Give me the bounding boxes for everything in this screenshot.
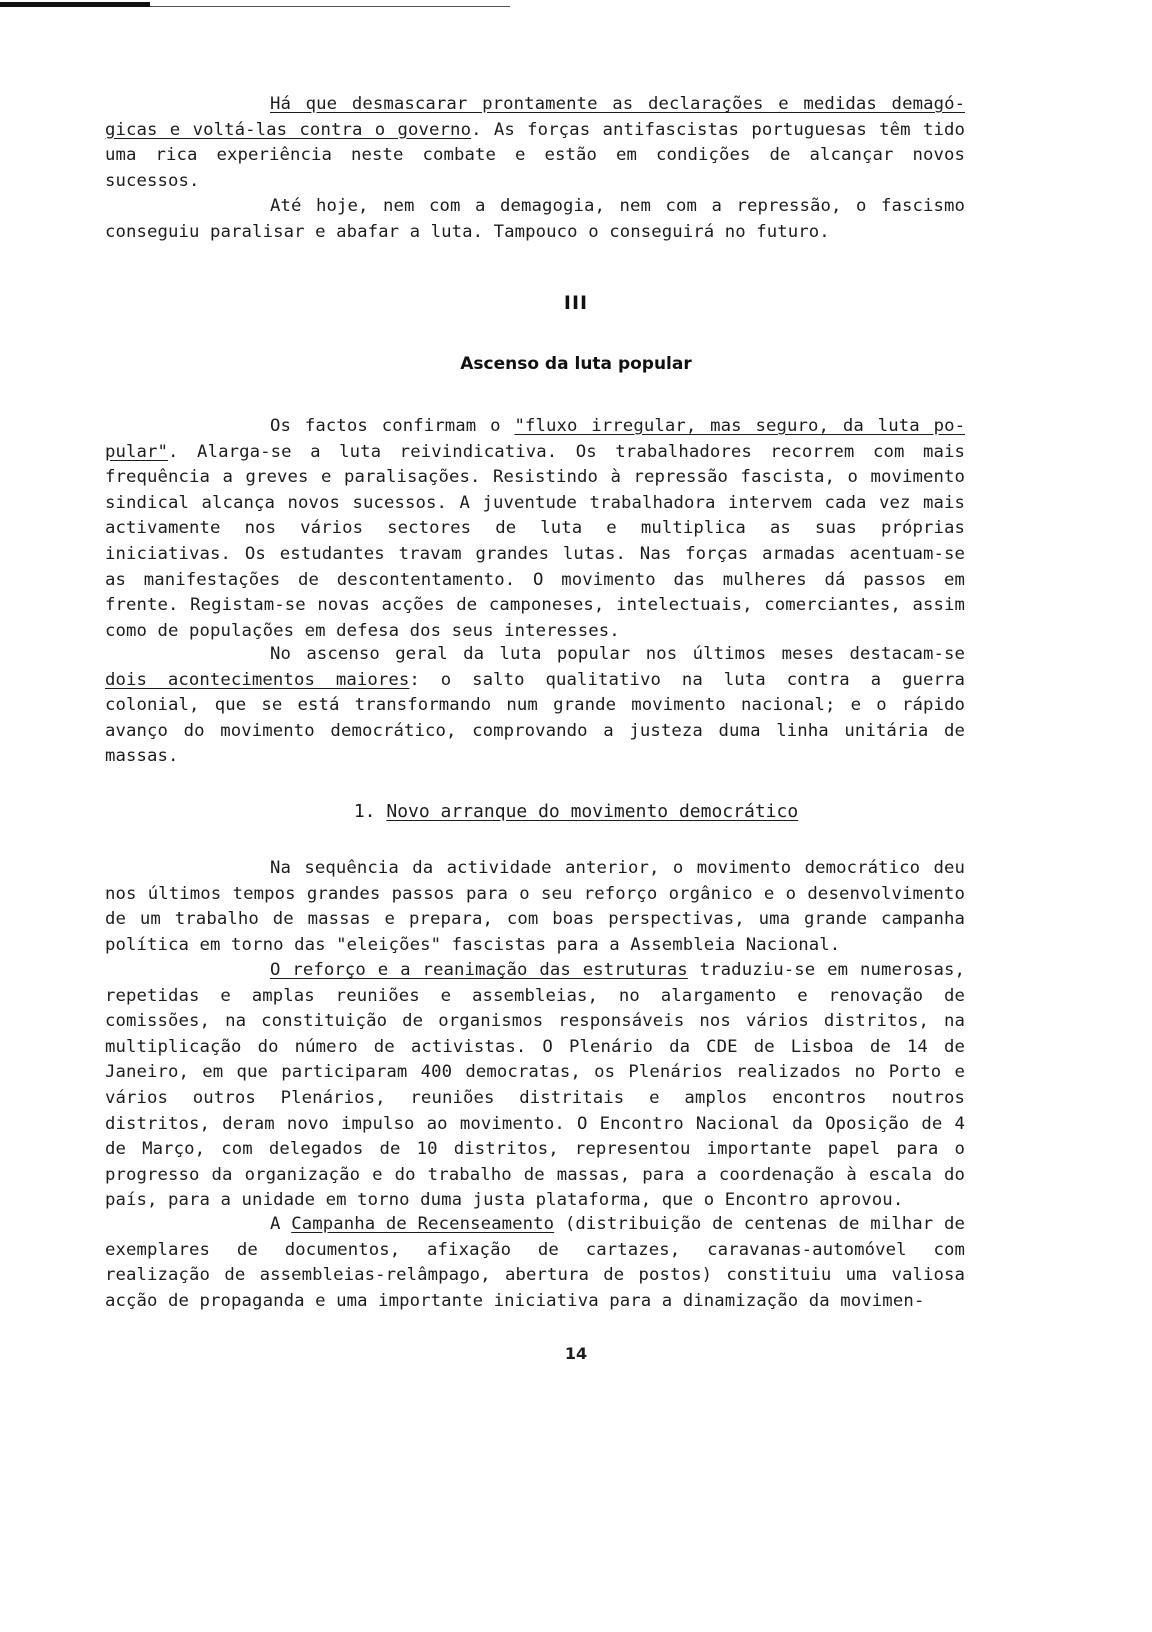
subsection-title: Novo arranque do movimento democrático: [386, 801, 799, 822]
underlined-phrase: dois acontecimentos maiores: [105, 669, 410, 690]
paragraph-text: No ascenso geral da luta popular nos últimos meses destacam-se: [270, 644, 965, 664]
underlined-phrase: O reforço e a reanimação das estruturas: [270, 960, 688, 980]
paragraph-text: : o salto qualitativo na luta contra a guerra colonial, que se está transformando num grande movimento nacional; e o rápido avanço do movimento democrático, comprovando a justeza duma linha unitária de massas.: [105, 669, 965, 767]
paragraph-text: . As forças antifascistas portuguesas têm tido uma rica experiência neste combate e estão em condições de alcançar novos sucessos.: [105, 119, 965, 191]
paragraph-structures: [105, 958, 965, 1214]
paragraph-campaign: [105, 1212, 965, 1314]
underlined-phrase: Há que desmascarar prontamente as declarações e medidas demagógicas e voltá-las contra o governo: [105, 94, 965, 140]
paragraph-demagogy: [105, 92, 965, 194]
section-number: III: [563, 292, 589, 314]
paragraph-text: traduziu-se em numerosas, repetidas e amplas reuniões e assembleias, no alargamento e renovação de comissões, na constituição de organismos responsáveis nos vários distritos, na multiplicação do número de activistas. O Plenário da CDE de Lisboa de 14 de Janeiro, em que participaram 400 democratas, os Plenários realizados no Porto e vários outros Plenários, reuniões distritais e amplos encontros noutros distritos, deram novo impulso ao movimento. O Encontro Nacional da Oposição de 4 de Março, com delegados de 10 distritos, representou importante papel para o progresso da organização e do trabalho de massas, para a coordenação à escala do país, para a unidade em torno duma justa plataforma, que o Encontro aprovou.: [105, 960, 965, 1211]
page-number: 14: [564, 1344, 588, 1363]
paragraph-facts: [105, 414, 965, 644]
paragraph-text: Os factos confirmam o: [270, 416, 515, 436]
paragraph-sequence: Na sequência da actividade anterior, o movimento democrático deu nos últimos tempos grandes passos para o seu reforço orgânico e o desenvolvimento de um trabalho de massas e prepara, com boas perspectivas, uma grande campanha política em torno das "eleições" fascistas para a Assembleia Nacional.: [105, 858, 965, 955]
paragraph-repression: Até hoje, nem com a demagogia, nem com a repressão, o fascismo conseguiu paralisar e abafar a luta. Tampouco o conseguirá no futuro.: [105, 196, 965, 242]
paragraph-text: A: [270, 1214, 292, 1234]
paragraph-text: (distribuição de centenas de milhar de exemplares de documentos, afixação de cartazes, caravanas-automóvel com realização de assembleias-relâmpago, abertura de postos) constituiu uma valiosa acção de propaganda e uma importante iniciativa para a dinamização da movimen-: [105, 1214, 965, 1311]
underlined-phrase: "fluxo irregular, mas seguro, da luta popular": [105, 416, 966, 462]
subsection-number: 1.: [353, 801, 376, 822]
subsection-heading: [0, 800, 1152, 824]
paragraph-ascent: [105, 642, 965, 770]
section-title: Ascenso da luta popular: [460, 354, 692, 374]
underlined-phrase: Campanha de Recenseamento: [291, 1214, 555, 1234]
paragraph-text: . Alarga-se a luta reivindicativa. Os trabalhadores recorrem com mais frequência a greves e paralisações. Resistindo à repressão fascista, o movimento sindical alcança novos sucessos. A juventude trabalhadora intervem cada vez mais activamente nos vários sectores de luta e multiplica as suas próprias iniciativas. Os estudantes travam grandes lutas. Nas forças armadas acentuam-se as manifestações de descontentamento. O movimento das mulheres dá passos em frente. Registam-se novas acções de camponeses, intelectuais, comerciantes, assim como de populações em defesa dos seus interesses.: [105, 441, 965, 641]
